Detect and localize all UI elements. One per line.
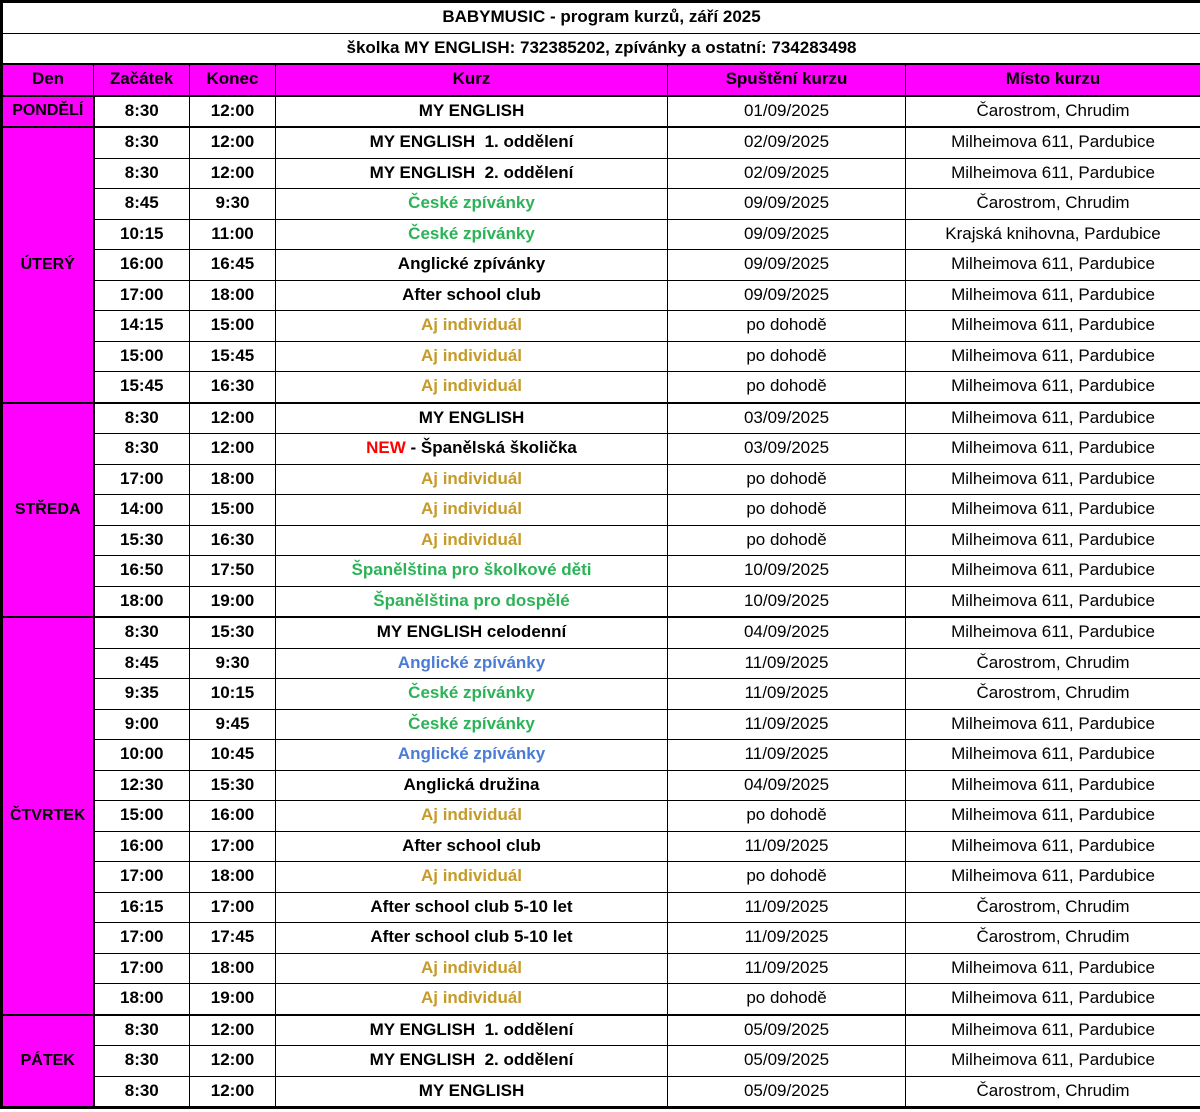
schedule-body [2,96,1200,1108]
course-cell [276,648,668,679]
start-time-cell: 8:45 [94,648,190,679]
table-row [2,1076,1200,1108]
table-row [2,464,1200,495]
course-name: MY ENGLISH [418,1080,525,1100]
start-time-cell: 15:45 [94,372,190,403]
launch-date-cell: 05/09/2025 [668,1015,906,1046]
course-name: Aj individuál [420,988,523,1008]
table-row [2,556,1200,587]
place-cell: Milheimova 611, Pardubice [906,556,1200,587]
start-time-cell: 10:15 [94,219,190,250]
end-time-cell: 12:00 [190,127,276,158]
start-time-cell: 14:00 [94,495,190,526]
end-time-cell: 9:45 [190,709,276,740]
end-time-cell: 18:00 [190,953,276,984]
start-time-cell: 10:00 [94,740,190,771]
launch-date-cell: 09/09/2025 [668,280,906,311]
start-time-cell: 8:30 [94,1076,190,1108]
day-cell: STŘEDA [2,403,94,618]
end-time-cell: 9:30 [190,189,276,220]
launch-date-cell: 10/09/2025 [668,556,906,587]
place-cell: Krajská knihovna, Pardubice [906,219,1200,250]
table-row [2,250,1200,281]
column-header-spusteni: Spuštění kurzu [668,64,906,96]
course-name: Aj individuál [420,866,523,886]
launch-date-cell: 05/09/2025 [668,1076,906,1108]
start-time-cell: 9:00 [94,709,190,740]
start-time-cell: 8:30 [94,96,190,128]
course-cell [276,1015,668,1046]
end-time-cell: 10:15 [190,679,276,710]
table-row [2,740,1200,771]
course-name: České zpívánky [408,193,535,213]
course-name: Španělština pro dospělé [373,590,570,610]
start-time-cell: 18:00 [94,984,190,1015]
end-time-cell: 15:30 [190,617,276,648]
table-row [2,311,1200,342]
end-time-cell: 15:00 [190,311,276,342]
course-name: Anglické zpívánky [397,744,546,764]
table-row [2,953,1200,984]
table-row [2,617,1200,648]
day-cell: PÁTEK [2,1015,94,1108]
course-cell [276,1046,668,1077]
start-time-cell: 17:00 [94,923,190,954]
end-time-cell: 18:00 [190,464,276,495]
table-row [2,801,1200,832]
new-badge-text: NEW [366,438,406,458]
end-time-cell: 17:50 [190,556,276,587]
start-time-cell: 16:15 [94,892,190,923]
end-time-cell: 12:00 [190,158,276,189]
course-cell [276,219,668,250]
course-name: MY ENGLISH celodenní [376,622,567,642]
course-cell [276,127,668,158]
course-name: Aj individuál [420,315,523,335]
launch-date-cell: 09/09/2025 [668,250,906,281]
place-cell: Milheimova 611, Pardubice [906,984,1200,1015]
table-row [2,984,1200,1015]
table-row [2,341,1200,372]
course-cell [276,556,668,587]
launch-date-cell: 11/09/2025 [668,923,906,954]
launch-date-cell: po dohodě [668,801,906,832]
end-time-cell: 17:45 [190,923,276,954]
course-name: After school club [402,284,541,304]
start-time-cell: 17:00 [94,953,190,984]
launch-date-cell: po dohodě [668,525,906,556]
place-cell: Čarostrom, Chrudim [906,679,1200,710]
day-cell: ÚTERÝ [2,127,94,403]
course-cell [276,709,668,740]
end-time-cell: 15:30 [190,770,276,801]
end-time-cell: 9:30 [190,648,276,679]
end-time-cell: 12:00 [190,1015,276,1046]
launch-date-cell: po dohodě [668,862,906,893]
launch-date-cell: 11/09/2025 [668,831,906,862]
day-cell: PONDĚLÍ [2,96,94,128]
launch-date-cell: 09/09/2025 [668,219,906,250]
table-row [2,892,1200,923]
course-name: České zpívánky [408,683,535,703]
course-cell [276,158,668,189]
start-time-cell: 8:30 [94,1015,190,1046]
start-time-cell: 12:30 [94,770,190,801]
course-cell [276,250,668,281]
place-cell: Čarostrom, Chrudim [906,648,1200,679]
place-cell: Čarostrom, Chrudim [906,923,1200,954]
start-time-cell: 8:30 [94,403,190,434]
place-cell: Milheimova 611, Pardubice [906,464,1200,495]
start-time-cell: 15:00 [94,341,190,372]
end-time-cell: 17:00 [190,831,276,862]
course-cell [276,434,668,465]
column-header-kurz: Kurz [276,64,668,96]
course-name: Aj individuál [420,529,523,549]
start-time-cell: 8:30 [94,158,190,189]
place-cell: Milheimova 611, Pardubice [906,862,1200,893]
launch-date-cell: 03/09/2025 [668,403,906,434]
launch-date-cell: 11/09/2025 [668,648,906,679]
course-name: Anglické zpívánky [397,652,546,672]
table-row [2,648,1200,679]
place-cell: Milheimova 611, Pardubice [906,1046,1200,1077]
end-time-cell: 12:00 [190,434,276,465]
start-time-cell: 16:00 [94,250,190,281]
place-cell: Milheimova 611, Pardubice [906,372,1200,403]
course-cell [276,1076,668,1108]
course-cell [276,923,668,954]
start-time-cell: 16:00 [94,831,190,862]
course-name: After school club 5-10 let [370,927,573,947]
end-time-cell: 16:45 [190,250,276,281]
launch-date-cell: 11/09/2025 [668,709,906,740]
place-cell: Milheimova 611, Pardubice [906,311,1200,342]
table-row [2,158,1200,189]
end-time-cell: 18:00 [190,280,276,311]
launch-date-cell: 11/09/2025 [668,679,906,710]
table-row [2,434,1200,465]
launch-date-cell: 03/09/2025 [668,434,906,465]
course-name: Anglické zpívánky [397,254,546,274]
start-time-cell: 9:35 [94,679,190,710]
course-name: Aj individuál [420,376,523,396]
course-name: - Španělská školička [405,438,577,458]
end-time-cell: 12:00 [190,1046,276,1077]
place-cell: Milheimova 611, Pardubice [906,341,1200,372]
course-cell [276,189,668,220]
column-header-misto: Místo kurzu [906,64,1200,96]
table-row [2,280,1200,311]
place-cell: Čarostrom, Chrudim [906,1076,1200,1108]
place-cell: Milheimova 611, Pardubice [906,586,1200,617]
course-name: České zpívánky [408,223,535,243]
place-cell: Milheimova 611, Pardubice [906,280,1200,311]
table-row [2,525,1200,556]
place-cell: Milheimova 611, Pardubice [906,434,1200,465]
end-time-cell: 15:45 [190,341,276,372]
course-name: Aj individuál [420,957,523,977]
course-cell [276,586,668,617]
course-cell [276,770,668,801]
end-time-cell: 10:45 [190,740,276,771]
course-name: After school club [402,835,541,855]
table-row [2,403,1200,434]
place-cell: Milheimova 611, Pardubice [906,831,1200,862]
place-cell: Milheimova 611, Pardubice [906,953,1200,984]
day-cell: ČTVRTEK [2,617,94,1015]
title-row [2,2,1200,34]
end-time-cell: 16:30 [190,525,276,556]
end-time-cell: 19:00 [190,586,276,617]
start-time-cell: 17:00 [94,862,190,893]
launch-date-cell: 02/09/2025 [668,158,906,189]
course-name: Španělština pro školkové děti [351,560,592,580]
end-time-cell: 11:00 [190,219,276,250]
course-name: MY ENGLISH [418,407,525,427]
start-time-cell: 16:50 [94,556,190,587]
table-row [2,923,1200,954]
place-cell: Milheimova 611, Pardubice [906,403,1200,434]
end-time-cell: 17:00 [190,892,276,923]
contact-subtitle: školka MY ENGLISH: 732385202, zpívánky a ostatní: 734283498 [2,33,1200,64]
place-cell: Milheimova 611, Pardubice [906,740,1200,771]
launch-date-cell: 09/09/2025 [668,189,906,220]
table-row [2,219,1200,250]
start-time-cell: 15:30 [94,525,190,556]
table-row [2,709,1200,740]
course-cell [276,801,668,832]
place-cell: Čarostrom, Chrudim [906,189,1200,220]
column-header-zacatek: Začátek [94,64,190,96]
launch-date-cell: po dohodě [668,341,906,372]
place-cell: Milheimova 611, Pardubice [906,495,1200,526]
end-time-cell: 16:30 [190,372,276,403]
place-cell: Milheimova 611, Pardubice [906,617,1200,648]
end-time-cell: 12:00 [190,96,276,128]
launch-date-cell: po dohodě [668,464,906,495]
end-time-cell: 12:00 [190,1076,276,1108]
start-time-cell: 8:45 [94,189,190,220]
place-cell: Čarostrom, Chrudim [906,892,1200,923]
course-name: Aj individuál [420,805,523,825]
column-header-konec: Konec [190,64,276,96]
course-cell [276,679,668,710]
start-time-cell: 18:00 [94,586,190,617]
table-row [2,831,1200,862]
course-cell [276,311,668,342]
course-name: Aj individuál [420,345,523,365]
start-time-cell: 8:30 [94,434,190,465]
table-row [2,862,1200,893]
start-time-cell: 17:00 [94,280,190,311]
start-time-cell: 8:30 [94,127,190,158]
course-cell [276,96,668,128]
course-cell [276,892,668,923]
page-title: BABYMUSIC - program kurzů, září 2025 [2,2,1200,34]
course-name: MY ENGLISH [418,100,525,120]
launch-date-cell: 11/09/2025 [668,892,906,923]
course-cell [276,464,668,495]
place-cell: Milheimova 611, Pardubice [906,250,1200,281]
course-cell [276,495,668,526]
table-row [2,1015,1200,1046]
course-name: MY ENGLISH 1. oddělení [369,1019,574,1039]
course-name: Aj individuál [420,468,523,488]
launch-date-cell: po dohodě [668,372,906,403]
table-row [2,96,1200,128]
course-cell [276,280,668,311]
place-cell: Milheimova 611, Pardubice [906,709,1200,740]
place-cell: Milheimova 611, Pardubice [906,801,1200,832]
place-cell: Čarostrom, Chrudim [906,96,1200,128]
launch-date-cell: po dohodě [668,495,906,526]
course-cell [276,740,668,771]
course-cell [276,403,668,434]
end-time-cell: 15:00 [190,495,276,526]
start-time-cell: 15:00 [94,801,190,832]
subtitle-row [2,33,1200,64]
place-cell: Milheimova 611, Pardubice [906,127,1200,158]
table-row [2,372,1200,403]
table-row [2,679,1200,710]
table-row [2,189,1200,220]
place-cell: Milheimova 611, Pardubice [906,158,1200,189]
table-row [2,495,1200,526]
course-cell [276,525,668,556]
launch-date-cell: 05/09/2025 [668,1046,906,1077]
place-cell: Milheimova 611, Pardubice [906,770,1200,801]
course-cell [276,617,668,648]
course-name: MY ENGLISH 1. oddělení [369,132,574,152]
course-name: MY ENGLISH 2. oddělení [369,1050,574,1070]
course-name: After school club 5-10 let [370,896,573,916]
launch-date-cell: 04/09/2025 [668,770,906,801]
course-cell [276,862,668,893]
course-cell [276,831,668,862]
end-time-cell: 18:00 [190,862,276,893]
course-cell [276,341,668,372]
start-time-cell: 14:15 [94,311,190,342]
launch-date-cell: po dohodě [668,311,906,342]
course-cell [276,372,668,403]
place-cell: Milheimova 611, Pardubice [906,525,1200,556]
end-time-cell: 12:00 [190,403,276,434]
table-row [2,1046,1200,1077]
course-cell [276,984,668,1015]
course-name: Anglická družina [403,774,540,794]
column-header-den: Den [2,64,94,96]
launch-date-cell: 11/09/2025 [668,953,906,984]
launch-date-cell: 11/09/2025 [668,740,906,771]
launch-date-cell: 04/09/2025 [668,617,906,648]
start-time-cell: 8:30 [94,617,190,648]
end-time-cell: 16:00 [190,801,276,832]
course-cell [276,953,668,984]
place-cell: Milheimova 611, Pardubice [906,1015,1200,1046]
course-name: České zpívánky [408,713,535,733]
course-name: MY ENGLISH 2. oddělení [369,162,574,182]
table-row [2,586,1200,617]
launch-date-cell: po dohodě [668,984,906,1015]
launch-date-cell: 01/09/2025 [668,96,906,128]
launch-date-cell: 02/09/2025 [668,127,906,158]
table-row [2,770,1200,801]
course-name: Aj individuál [420,499,523,519]
table-row [2,127,1200,158]
start-time-cell: 8:30 [94,1046,190,1077]
column-header-row [2,64,1200,96]
start-time-cell: 17:00 [94,464,190,495]
launch-date-cell: 10/09/2025 [668,586,906,617]
end-time-cell: 19:00 [190,984,276,1015]
